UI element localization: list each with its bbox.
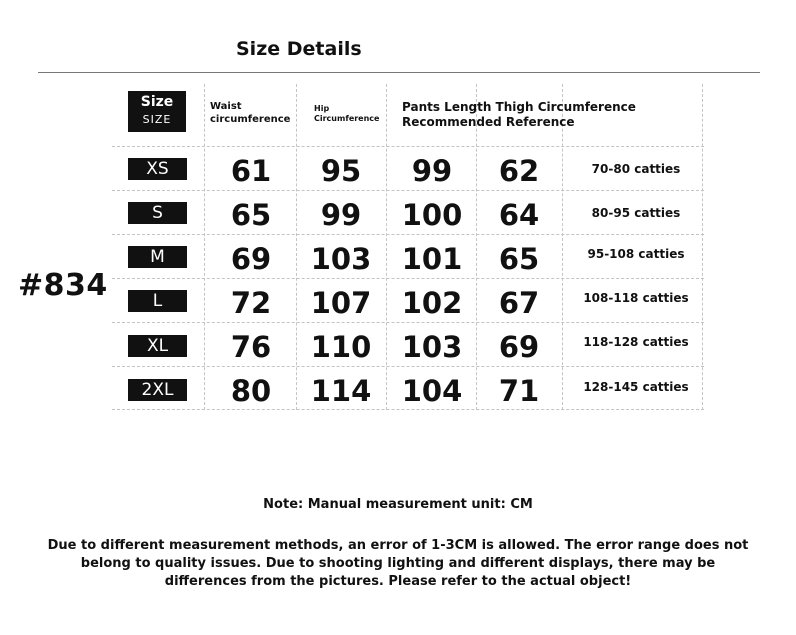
grid-column-divider (204, 84, 205, 410)
pants-length-value: 104 (401, 374, 463, 408)
grid-row-divider (112, 146, 704, 147)
hip-value: 95 (320, 154, 362, 188)
weight-reference: 80-95 catties (591, 206, 681, 220)
weight-reference: 108-118 catties (583, 291, 689, 305)
disclaimer-text: Due to different measurement methods, an error of 1-3CM is allowed. The error range does not belong to quality issues. Due to shooting lighting and different displays, there may be differences from the pictures. Please refer to the actual object! (47, 538, 749, 589)
thigh-value: 65 (498, 242, 540, 276)
grid-row-divider (112, 322, 704, 323)
pants-length-value: 100 (401, 198, 463, 232)
waist-column-header: Waist circumference (210, 101, 291, 125)
grid-row-divider (112, 234, 704, 235)
thigh-value: 69 (498, 330, 540, 364)
grid-row-divider (112, 409, 704, 410)
size-badge: S (128, 202, 187, 224)
weight-reference: 95-108 catties (587, 247, 685, 261)
thigh-value: 67 (498, 286, 540, 320)
pants-length-value: 103 (401, 330, 463, 364)
hip-value: 107 (310, 286, 372, 320)
grid-column-divider (702, 84, 703, 410)
grid-row-divider (112, 278, 704, 279)
size-badge: M (128, 246, 187, 268)
page-title: Size Details (236, 38, 362, 60)
size-badge: 2XL (128, 379, 187, 401)
size-header-label: Size (140, 94, 174, 110)
grid-row-divider (112, 366, 704, 367)
pants-thigh-reference-header: Pants Length Thigh Circumference Recommended Reference (402, 100, 636, 129)
waist-value: 61 (230, 154, 272, 188)
waist-value: 80 (230, 374, 272, 408)
size-badge: XS (128, 158, 187, 180)
hip-value: 99 (320, 198, 362, 232)
thigh-value: 71 (498, 374, 540, 408)
weight-reference: 118-128 catties (583, 335, 689, 349)
waist-value: 72 (230, 286, 272, 320)
hip-value: 114 (310, 374, 372, 408)
pants-length-value: 102 (401, 286, 463, 320)
size-badge: L (128, 290, 187, 312)
weight-reference: 70-80 catties (591, 162, 681, 176)
thigh-value: 62 (498, 154, 540, 188)
measurement-note: Note: Manual measurement unit: CM (263, 497, 533, 512)
size-column-header (128, 91, 186, 132)
hip-value: 110 (310, 330, 372, 364)
model-code: #834 (18, 268, 108, 303)
thigh-value: 64 (498, 198, 540, 232)
size-header-sublabel: SIZE (142, 113, 172, 126)
pants-length-value: 101 (401, 242, 463, 276)
waist-value: 65 (230, 198, 272, 232)
pants-length-value: 99 (411, 154, 453, 188)
waist-value: 76 (230, 330, 272, 364)
grid-row-divider (112, 190, 704, 191)
hip-column-header: Hip Circumference (314, 104, 380, 123)
hip-value: 103 (310, 242, 372, 276)
title-divider (38, 72, 760, 73)
size-badge: XL (128, 335, 187, 357)
weight-reference: 128-145 catties (583, 380, 689, 394)
waist-value: 69 (230, 242, 272, 276)
